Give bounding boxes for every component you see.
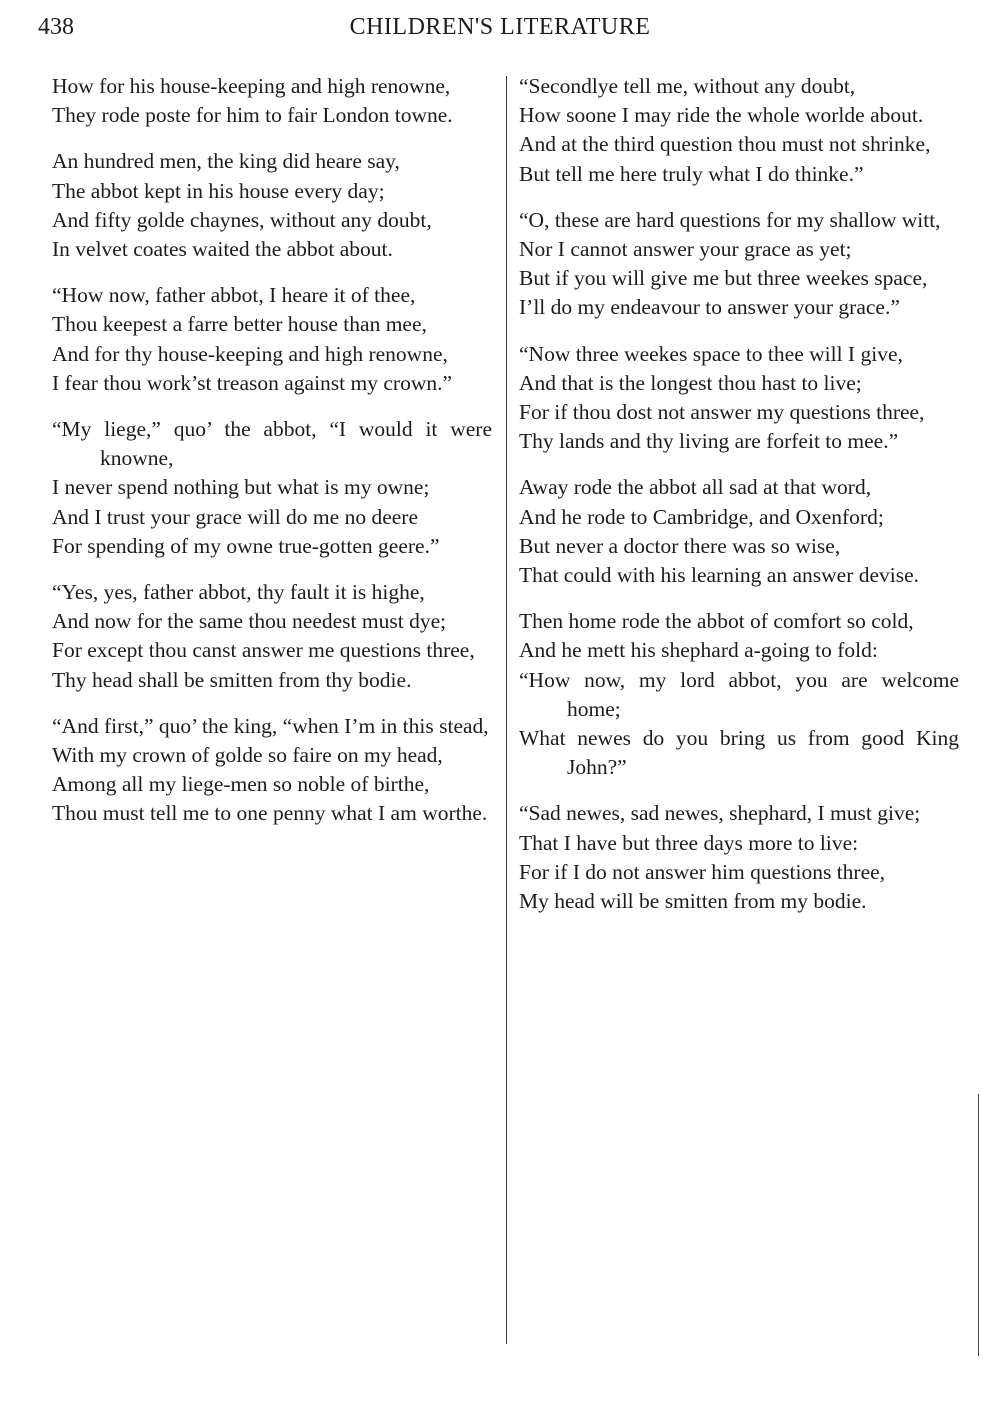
stanza [519,607,959,782]
verse-line: Away rode the abbot all sad at that word, [519,475,872,500]
verse-line: Thou keepest a farre better house than mee, [52,312,427,337]
verse-line: And he rode to Cambridge, and Oxenford; [519,504,884,529]
verse-line: I never spend nothing but what is my owne; [52,475,430,500]
verse-line: For spending of my owne true-gotten geere.” [52,533,440,558]
verse-line: That could with his learning an answer devise. [519,563,920,588]
verse-line: I’ll do my endeavour to answer your grace.” [519,295,900,320]
verse-line: “How now, father abbot, I heare it of thee, [52,283,416,308]
right-edge-mark [978,1094,979,1356]
verse-line: But never a doctor there was so wise, [519,533,841,558]
verse-line: “How now, my lord abbot, you are welcome home; [519,667,959,721]
verse-line: And at the third question thou must not shrinke, [519,132,931,157]
stanza [52,72,492,130]
verse-line: Then home rode the abbot of comfort so cold, [519,609,914,634]
verse-line: For if I do not answer him questions three, [519,859,886,884]
right-column [519,72,959,933]
verse-line: And I trust your grace will do me no deere [52,504,418,529]
verse-line: Thy head shall be smitten from thy bodie. [52,667,412,692]
verse-line: The abbot kept in his house every day; [52,178,385,203]
verse-line: And that is the longest thou hast to live; [519,370,862,395]
verse-line: They rode poste for him to fair London towne. [52,103,453,128]
verse-line: Among all my liege-men so noble of birthe, [52,772,430,797]
page-number: 438 [38,14,74,40]
verse-line: “And first,” quo’ the king, “when I’m in this stead, [52,713,489,738]
stanza [52,712,492,829]
verse-line: That I have but three days more to live: [519,830,859,855]
verse-line: “O, these are hard questions for my shallow witt, [519,207,941,232]
verse-line: And he mett his shephard a-going to fold: [519,638,878,663]
verse-line: How soone I may ride the whole worlde about. [519,103,924,128]
verse-line: But if you will give me but three weekes space, [519,266,928,291]
verse-line: “Now three weekes space to thee will I give, [519,341,903,366]
left-column [52,72,492,846]
stanza [519,206,959,323]
stanza [519,473,959,590]
verse-line: I fear thou work’st treason against my crown.” [52,370,453,395]
verse-line: Nor I cannot answer your grace as yet; [519,237,852,262]
verse-line: “My liege,” quo’ the abbot, “I would it were knowne, [52,417,492,471]
running-title: CHILDREN'S LITERATURE [349,14,651,40]
verse-line: But tell me here truly what I do thinke.” [519,161,864,186]
stanza [519,799,959,916]
stanza [519,72,959,189]
verse-line: “Yes, yes, father abbot, thy fault it is highe, [52,580,425,605]
verse-line: An hundred men, the king did heare say, [52,149,400,174]
stanza [52,415,492,561]
stanza [519,340,959,457]
verse-line: For if thou dost not answer my questions three, [519,400,925,425]
verse-line: With my crown of golde so faire on my head, [52,743,443,768]
verse-line: My head will be smitten from my bodie. [519,889,867,914]
stanza [52,578,492,695]
verse-line: “Secondlye tell me, without any doubt, [519,74,856,98]
stanza [52,281,492,398]
verse-line: What newes do you bring us from good King John?” [519,726,959,780]
verse-line: “Sad newes, sad newes, shephard, I must give; [519,801,921,826]
stanza [52,147,492,264]
verse-line: Thy lands and thy living are forfeit to mee.” [519,429,899,454]
verse-line: And now for the same thou needest must dye; [52,609,447,634]
verse-line: And for thy house-keeping and high renowne, [52,341,448,366]
verse-line: For except thou canst answer me questions three, [52,638,475,663]
verse-line: And fifty golde chaynes, without any doubt, [52,207,432,232]
verse-line: Thou must tell me to one penny what I am worthe. [52,801,488,826]
verse-line: In velvet coates waited the abbot about. [52,237,393,262]
verse-line: How for his house-keeping and high renowne, [52,74,451,98]
column-rule [506,76,507,1344]
